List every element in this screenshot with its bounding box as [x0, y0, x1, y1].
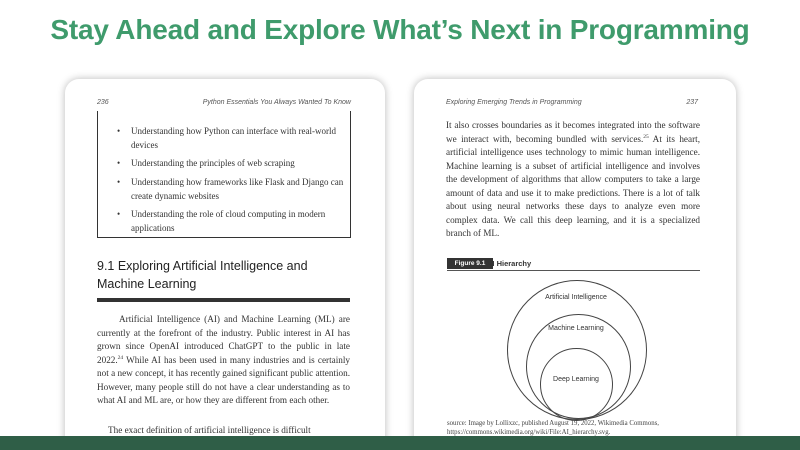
circle-label: Machine Learning — [548, 325, 604, 332]
footnote-marker: 24 — [117, 354, 124, 361]
bullet-icon: • — [117, 126, 121, 136]
objectives-box: • Understanding how Python can interface with real-world devices • Understanding the principles of web scraping • Understanding how frameworks like Flask and Django can create dynamic websites • Understanding the role of cloud computing in modern applications — [97, 111, 351, 238]
page-number: 237 — [686, 99, 698, 106]
body-paragraph: Artificial Intelligence (AI) and Machine Learning (ML) are currently at the forefront of the industry. Public interest in AI has grown since OpenAI introduced ChatGPT to the public in late 2022.24 While AI has been used in many industries and is certainly not a new concept, it has recently gained significant public attention. However, many people still do not have a clear understanding as to what AI and ML are, or how they are different from each other. — [97, 314, 350, 405]
circle-label: Artificial Intelligence — [545, 294, 607, 301]
left-book-page — [65, 79, 385, 450]
section-heading: 9.1 Exploring Artificial Intelligence and Machine Learning — [97, 259, 308, 291]
circle-label: Deep Learning — [553, 376, 599, 383]
right-book-page — [414, 79, 736, 450]
page-number: 236 — [97, 99, 109, 106]
figure-source: source: Image by Lollixzc, published August 19, 2022, Wikimedia Commons, https://commons.wikimedia.org/wiki/File:AI_hierarchy.svg. — [447, 420, 659, 436]
bullet-icon: • — [117, 158, 121, 168]
body-paragraph: It also crosses boundaries as it becomes integrated into the software we interact with, becoming bundled with services.$^{25}$ At its heart, artificial intelligence uses technology to mimic human intelligence. Machine learning is a subset of artificial intelligence and involves the development of algorithms that allow computers to take a large amount of data and use it to make predictions. There is a lot of talk about using neural networks these days to analyze even more complex data. We call this deep learning, and it is a specialized branch of ML. — [446, 120, 700, 238]
body-paragraph: The exact definition of artificial intelligence is difficult — [108, 425, 311, 435]
running-head: Python Essentials You Always Wanted To Know — [202, 99, 351, 106]
figure-label: Figure 9.1 — [447, 258, 493, 269]
figure-rule — [447, 270, 700, 271]
bullet-icon: • — [117, 209, 121, 219]
footnote-marker: 25 — [643, 133, 649, 140]
slide-headline: Stay Ahead and Explore What’s Next in Programming — [50, 14, 750, 45]
dl-circle — [540, 348, 613, 421]
heading-rule — [97, 298, 350, 302]
footer-bar — [0, 436, 800, 450]
bullet-icon: • — [117, 177, 121, 187]
running-head: Exploring Emerging Trends in Programming — [446, 99, 582, 106]
figure-title: AI Hierarchy — [487, 259, 532, 268]
